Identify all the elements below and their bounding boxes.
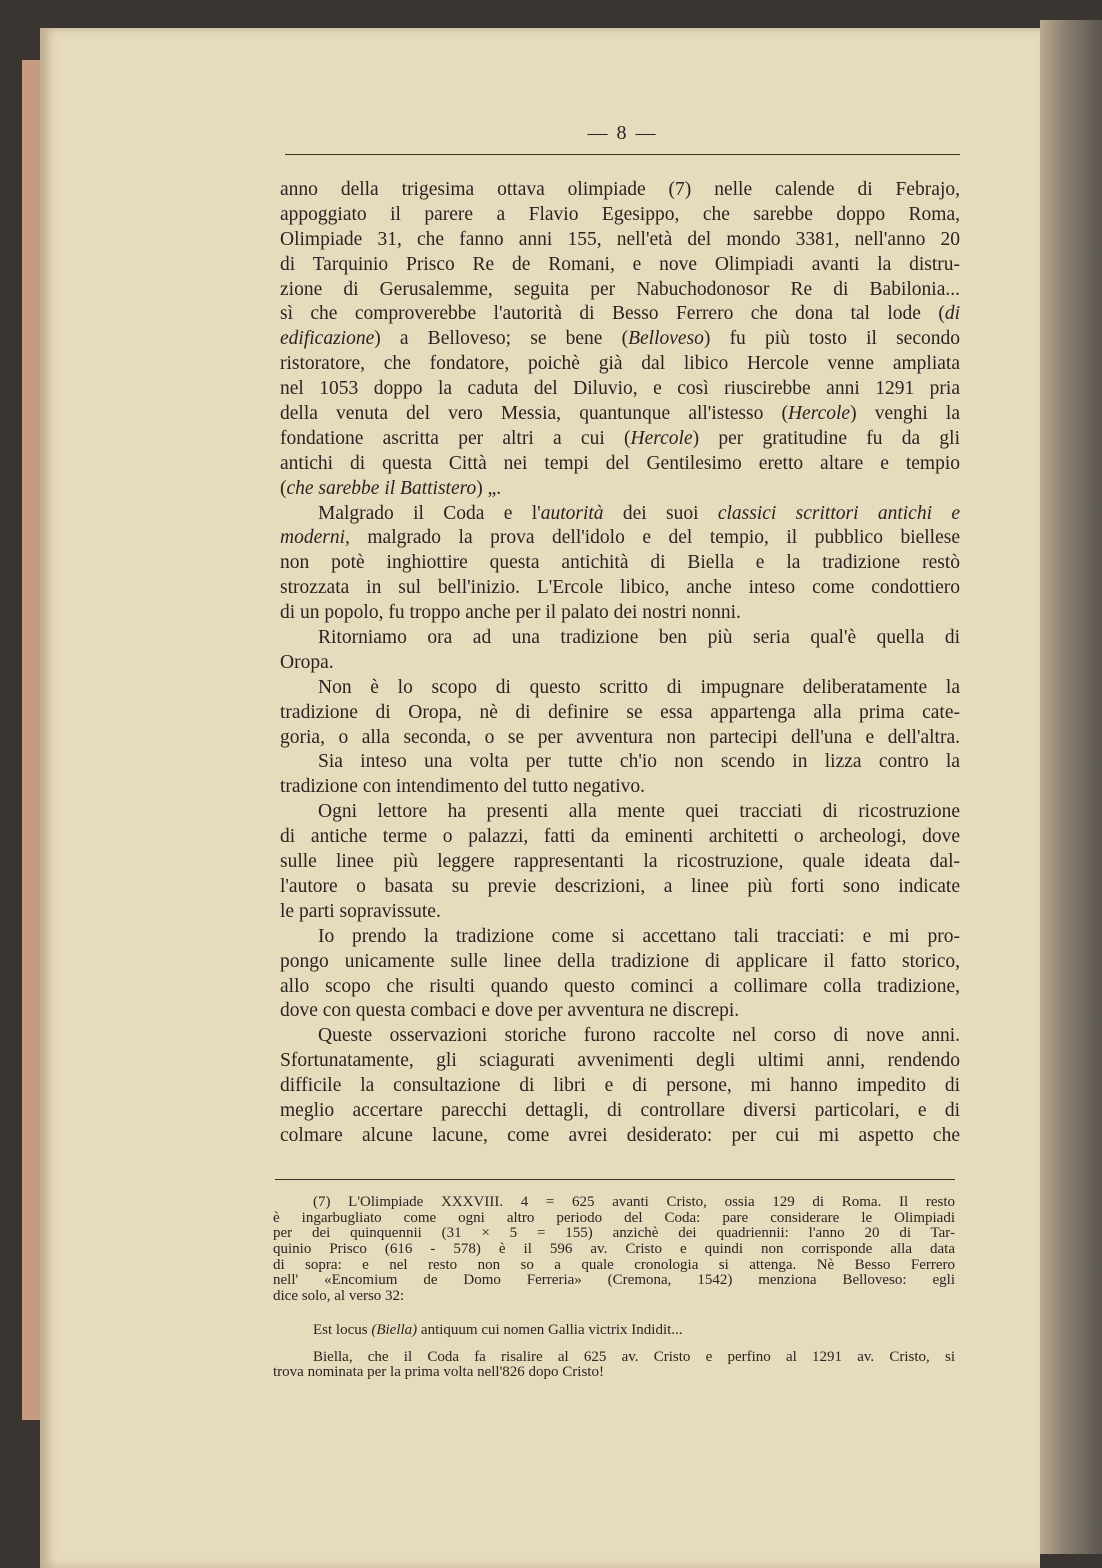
text-segment: anno della trigesima ottava olimpiade (7) nelle calende di Febrajo, <box>280 179 960 200</box>
italic-text: moderni, <box>280 527 350 549</box>
text-segment: della venuta del vero Messia, quantunque all'istesso ( <box>280 403 788 425</box>
text-segment: non potè inghiottire questa antichità di Biella e la tradizione restò <box>280 552 960 574</box>
text-line <box>280 526 960 551</box>
text-segment: sì che comproverebbe l'autorità di Besso Ferrero che dona tal lode ( <box>280 303 945 325</box>
text-segment: antiquum cui nomen Gallia victrix Indidit... <box>417 1321 683 1338</box>
text-line <box>280 402 960 427</box>
text-line <box>280 203 960 228</box>
text-segment: zione di Gerusalemme, seguita per Nabuchodonosor Re di Babilonia... <box>280 278 960 300</box>
text-segment: ) a Belloveso; se bene ( <box>374 328 629 350</box>
text-segment: allo scopo che risulti quando questo cominci a collimare colla tradizione, <box>280 975 960 997</box>
text-line <box>280 427 960 452</box>
text-segment: goria, o alla seconda, o se per avventura non partecipi dell'una e dell'altra. <box>280 726 960 748</box>
text-segment: Biella, che il Coda fa risalire al 625 av. Cristo e perfino al 1291 av. Cristo, si <box>313 1348 955 1365</box>
text-segment: ) per gratitudine fu da gli <box>692 427 960 449</box>
page-number: — 8 — <box>587 122 658 144</box>
text-line <box>280 576 960 601</box>
italic-text: classici scrittori antichi e <box>717 502 960 524</box>
footnote-line <box>273 1258 955 1274</box>
text-line <box>280 875 960 900</box>
text-segment: fondatione ascritta per altri a cui ( <box>280 427 631 449</box>
text-segment: Est locus <box>313 1321 372 1338</box>
text-line <box>280 352 960 377</box>
text-line <box>280 228 960 253</box>
text-line <box>280 800 960 825</box>
text-line <box>280 900 960 925</box>
text-line <box>280 253 960 278</box>
text-line <box>280 999 960 1024</box>
text-line <box>280 302 960 327</box>
text-segment: appoggiato il parere a Flavio Egesippo, che sarebbe doppo Roma, <box>280 203 960 225</box>
italic-text: Belloveso <box>628 328 704 350</box>
text-segment: nell' «Encomium de Domo Ferreria» (Cremona, 1542) menziona Belloveso: egli <box>273 1272 955 1289</box>
text-segment: difficile la consultazione di libri e di persone, mi hanno impedito di <box>280 1075 960 1097</box>
text-line <box>280 1124 960 1149</box>
italic-text: (Biella) <box>371 1321 418 1338</box>
text-segment: ) „. <box>476 477 502 499</box>
text-segment: per dei quinquennii (31 × 5 = 155) anzichè dei quadriennii: l'anno 20 di Tar- <box>273 1225 955 1242</box>
text-segment: quinio Prisco (616 - 578) è il 596 av. Cristo e quindi non corrisponde alla data <box>273 1241 955 1258</box>
text-line <box>280 377 960 402</box>
text-segment: Ritorniamo ora ad una tradizione ben più seria qual'è quella di <box>318 627 960 649</box>
text-line <box>280 950 960 975</box>
text-segment: ) venghi la <box>850 403 960 425</box>
text-line <box>280 278 960 303</box>
text-segment: di antiche terme o palazzi, fatti da eminenti architetti o archeologi, dove <box>280 826 960 848</box>
body-text <box>280 178 960 1149</box>
text-segment: Io prendo la tradizione come si accettano tali tracciati: e mi pro- <box>318 925 960 947</box>
text-line <box>280 750 960 775</box>
text-line <box>280 775 960 800</box>
footnote-line <box>273 1273 955 1289</box>
footnote-line <box>273 1323 955 1339</box>
text-segment: meglio accertare parecchi dettagli, di controllare diversi particolari, e di <box>280 1099 960 1121</box>
text-segment: Non è lo scopo di questo scritto di impugnare deliberatamente la <box>318 676 960 698</box>
footnote-line <box>273 1289 955 1305</box>
text-segment: Oropa. <box>280 651 334 673</box>
text-line <box>280 651 960 676</box>
text-segment: sulle linee più leggere rappresentanti la ricostruzione, quale ideata dal- <box>280 851 960 873</box>
text-segment: ristoratore, che fondatore, poichè già dal libico Hercole venne ampliata <box>280 353 960 375</box>
text-segment: ( <box>280 477 287 499</box>
text-segment: dice solo, al verso 32: <box>273 1288 405 1305</box>
text-segment: nel 1053 doppo la caduta del Diluvio, e così riuscirebbe anni 1291 pria <box>280 378 960 400</box>
text-line <box>280 1024 960 1049</box>
text-line <box>280 1099 960 1124</box>
text-line <box>280 1074 960 1099</box>
text-line <box>280 1049 960 1074</box>
text-line <box>280 850 960 875</box>
text-segment: è ingarbugliato come ogni altro periodo del Coda: pare considerare le Olimpiadi <box>273 1209 955 1226</box>
text-line <box>280 975 960 1000</box>
text-segment: dove con questa combaci e dove per avventura ne discrepi. <box>280 1000 740 1022</box>
text-segment: malgrado la prova dell'idolo e del tempio, il pubblico biellese <box>349 527 960 549</box>
text-segment: Olimpiade 31, che fanno anni 155, nell'età del mondo 3381, nell'anno 20 <box>280 228 960 250</box>
text-segment: (7) L'Olimpiade XXXVIII. 4 = 625 avanti Cristo, ossia 129 di Roma. Il resto <box>313 1194 955 1210</box>
text-line <box>280 726 960 751</box>
text-segment: tradizione con intendimento del tutto negativo. <box>280 776 645 798</box>
text-segment: l'autore o basata su previe descrizioni, a linee più forti sono indicate <box>280 875 960 897</box>
text-segment: strozzata in sul bell'inizio. L'Ercole libico, anche inteso come condottiero <box>280 577 960 599</box>
footnote-line <box>273 1350 955 1366</box>
text-segment: Malgrado il Coda e l' <box>318 502 541 524</box>
footnote-line <box>273 1242 955 1258</box>
text-segment: di un popolo, fu troppo anche per il palato dei nostri nonni. <box>280 602 741 624</box>
text-line <box>280 477 960 502</box>
text-segment: Ogni lettore ha presenti alla mente quei tracciati di ricostruzione <box>318 801 960 823</box>
text-segment: di Tarquinio Prisco Re de Romani, e nove Olimpiadi avanti la distru- <box>280 253 960 275</box>
text-line <box>280 601 960 626</box>
text-segment: tradizione di Oropa, nè di definire se essa appartenga alla prima cate- <box>280 701 960 723</box>
footnote <box>273 1195 955 1381</box>
text-segment: di sopra: e nel resto non so a quale cronologia si attenga. Nè Besso Ferrero <box>273 1256 955 1273</box>
footnote-line <box>273 1195 955 1211</box>
italic-text: autorità <box>540 502 604 524</box>
text-segment: Sia inteso una volta per tutte ch'io non scendo in lizza contro la <box>318 751 960 773</box>
text-segment: dei suoi <box>603 502 718 524</box>
text-line <box>280 701 960 726</box>
footnote-line <box>273 1226 955 1242</box>
footnote-divider <box>275 1179 955 1180</box>
footnote-line <box>273 1211 955 1227</box>
text-segment: antichi di questa Città nei tempi del Gentilesimo eretto altare e tempio <box>280 452 960 474</box>
text-segment: Sfortunatamente, gli sciagurati avvenimenti degli ultimi anni, rendendo <box>280 1050 960 1072</box>
text-segment: trova nominata per la prima volta nell'826 dopo Cristo! <box>273 1364 604 1381</box>
text-line <box>280 551 960 576</box>
italic-text: di <box>944 303 960 325</box>
text-line <box>280 626 960 651</box>
italic-text: edificazione <box>280 328 375 350</box>
footnote-line <box>273 1365 955 1381</box>
page-header <box>285 122 960 155</box>
text-segment: Queste osservazioni storiche furono raccolte nel corso di nove anni. <box>318 1025 960 1047</box>
text-segment: pongo unicamente sulle linee della tradizione di applicare il fatto storico, <box>280 950 960 972</box>
text-line <box>280 452 960 477</box>
text-segment: le parti sopravissute. <box>280 900 441 922</box>
italic-text: Hercole <box>630 427 693 449</box>
text-line <box>280 825 960 850</box>
text-line <box>280 676 960 701</box>
text-line <box>280 178 960 203</box>
text-segment: ) fu più tosto il secondo <box>703 328 960 350</box>
binding-edge <box>1040 20 1102 1554</box>
text-segment: colmare alcune lacune, come avrei desiderato: per cui mi aspetto che <box>280 1124 960 1146</box>
page-stack-edge <box>22 60 42 1420</box>
text-line <box>280 502 960 527</box>
italic-text: che sarebbe il Battistero <box>286 477 477 499</box>
italic-text: Hercole <box>787 403 851 425</box>
text-line <box>280 327 960 352</box>
text-line <box>280 925 960 950</box>
